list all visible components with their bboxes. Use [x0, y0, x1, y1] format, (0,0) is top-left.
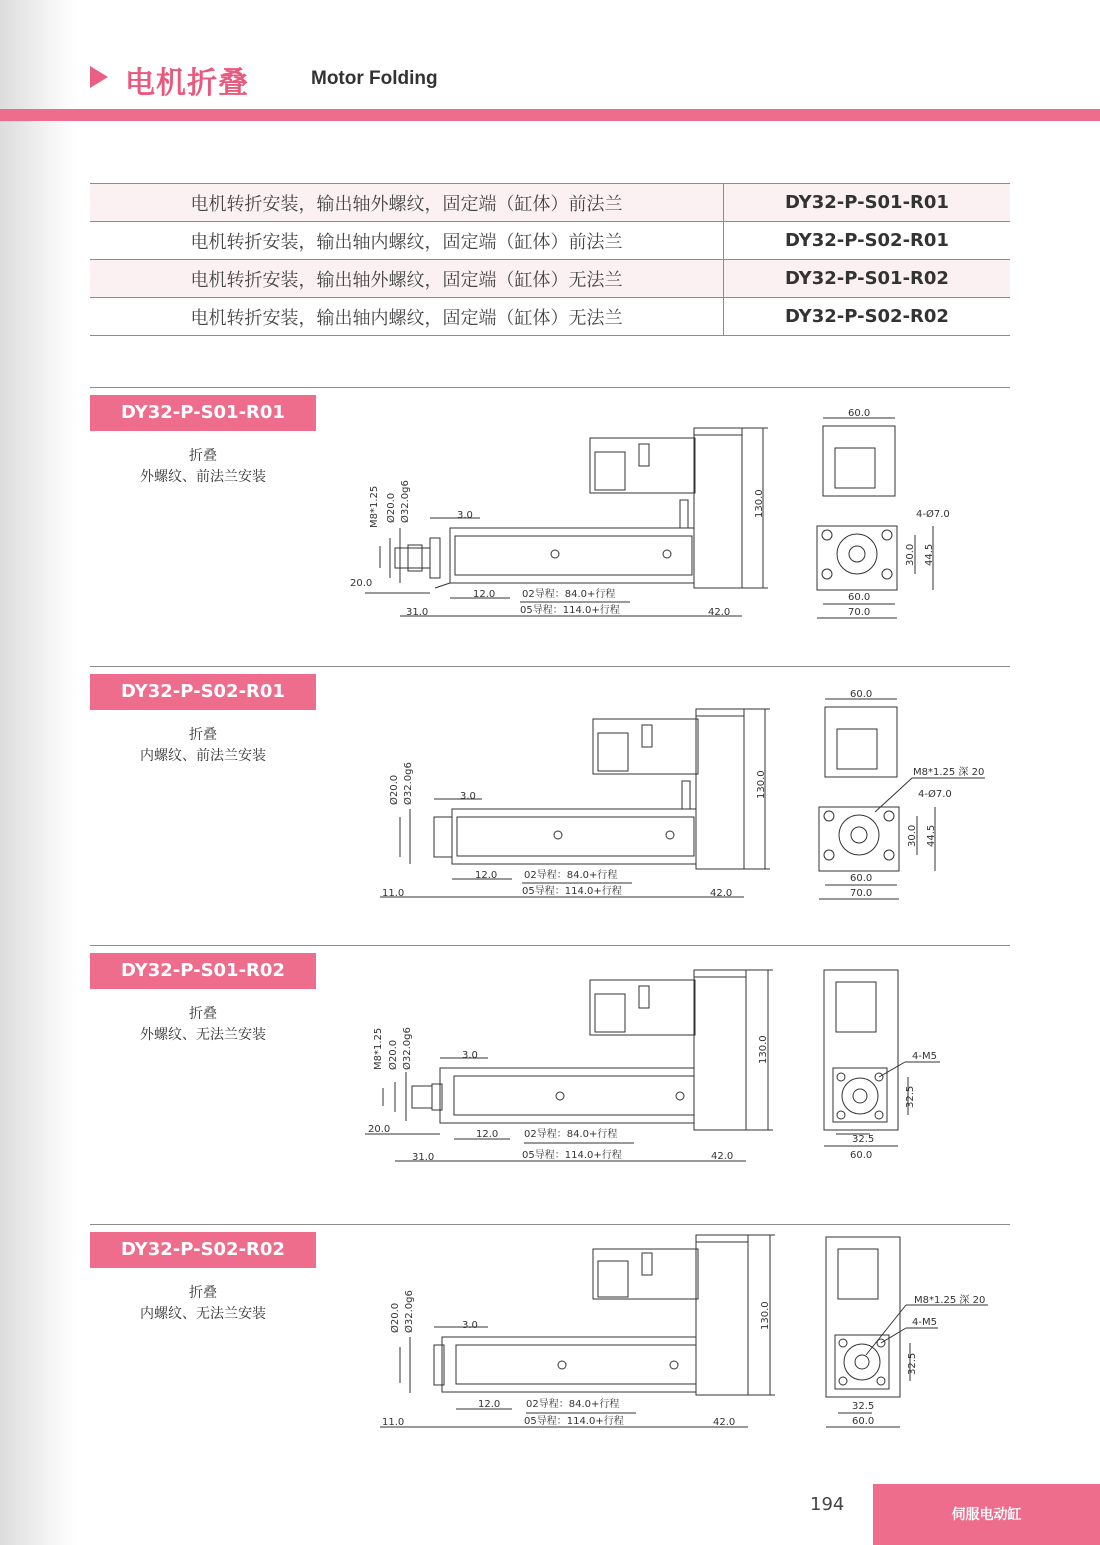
model-desc: 电机转折安装，输出轴外螺纹，固定端（缸体）无法兰 — [90, 260, 724, 298]
section-note: 折叠 — [189, 1285, 217, 1301]
dim-shaft: 31.0 — [406, 607, 429, 618]
dim-gap: 3.0 — [462, 1050, 478, 1061]
dim-height: 130.0 — [756, 770, 767, 799]
dim-thread-depth: M8*1.25 深 20 — [914, 1295, 986, 1306]
section-label: DY32-P-S02-R02 — [90, 1232, 316, 1268]
page-number: 194 — [810, 1494, 845, 1515]
dim-pitch32: 32.5 — [905, 1085, 916, 1108]
dim-stroke02: 02导程：84.0+行程 — [526, 1399, 620, 1410]
dim-base32: 32.5 — [852, 1134, 875, 1145]
drawing-section-s01-r01 — [90, 387, 1010, 648]
section-note: 内螺纹、无法兰安装 — [140, 1306, 266, 1322]
dim-d32: Ø32.0g6 — [400, 480, 411, 523]
model-code: DY32-P-S02-R01 — [724, 222, 1011, 260]
dim-stroke05: 05导程：114.0+行程 — [520, 605, 620, 616]
table-row — [90, 298, 1010, 336]
dim-d32: Ø32.0g6 — [402, 1027, 413, 1070]
section-label: DY32-P-S02-R01 — [90, 674, 316, 710]
dim-thread-depth: M8*1.25 深 20 — [913, 767, 985, 778]
technical-drawing — [90, 388, 1010, 648]
model-code: DY32-P-S01-R02 — [724, 260, 1011, 298]
model-code: DY32-P-S02-R02 — [724, 298, 1011, 336]
dim-thread: M8*1.25 — [373, 1027, 384, 1070]
dim-stroke05: 05导程：114.0+行程 — [522, 1150, 622, 1161]
section-note: 外螺纹、前法兰安装 — [140, 469, 266, 485]
dim-d20: Ø20.0 — [390, 1302, 401, 1333]
dim-stroke02: 02导程：84.0+行程 — [522, 589, 616, 600]
dim-offset: 12.0 — [473, 589, 496, 600]
section-note: 内螺纹、前法兰安装 — [140, 748, 266, 764]
technical-drawing — [90, 1225, 1010, 1485]
section-note: 外螺纹、无法兰安装 — [140, 1027, 266, 1043]
dim-stroke05: 05导程：114.0+行程 — [522, 886, 622, 897]
dim-holes: 4-M5 — [912, 1051, 937, 1062]
model-desc: 电机转折安装，输出轴内螺纹，固定端（缸体）无法兰 — [90, 298, 724, 336]
dim-height: 130.0 — [760, 1301, 771, 1330]
dim-flange60: 60.0 — [850, 873, 873, 884]
dim-left-total: 20.0 — [368, 1124, 391, 1135]
side-shade — [0, 0, 80, 1545]
page-title: 电机折叠 — [125, 66, 249, 101]
technical-drawing — [90, 946, 1010, 1206]
dim-gap: 3.0 — [460, 791, 476, 802]
section-label: DY32-P-S01-R01 — [90, 395, 316, 431]
dim-end: 42.0 — [713, 1417, 736, 1428]
dim-shaft: 11.0 — [382, 1417, 405, 1428]
dim-pitch44: 44.5 — [924, 543, 935, 566]
table-row — [90, 222, 1010, 260]
table-row — [90, 260, 1010, 298]
dim-thread: M8*1.25 — [369, 485, 380, 528]
model-desc: 电机转折安装，输出轴外螺纹，固定端（缸体）前法兰 — [90, 184, 724, 222]
dim-holes: 4-M5 — [912, 1317, 937, 1328]
dim-left-total: 20.0 — [350, 578, 373, 589]
dim-base32: 32.5 — [852, 1401, 875, 1412]
dim-flange70: 70.0 — [850, 888, 873, 899]
dim-flange70: 70.0 — [848, 607, 871, 618]
page-subtitle: Motor Folding — [311, 68, 438, 89]
dim-pitch30: 30.0 — [907, 824, 918, 847]
dim-offset: 12.0 — [478, 1399, 501, 1410]
dim-stroke05: 05导程：114.0+行程 — [524, 1416, 624, 1427]
dim-gap: 3.0 — [457, 510, 473, 521]
dim-top-width: 60.0 — [850, 689, 873, 700]
dim-flange60: 60.0 — [848, 592, 871, 603]
dim-end: 42.0 — [711, 1151, 734, 1162]
dim-end: 42.0 — [708, 607, 731, 618]
technical-drawing — [90, 667, 1010, 927]
model-table — [90, 183, 1010, 336]
drawing-section-s02-r02 — [90, 1224, 1010, 1485]
play-arrow-icon — [90, 66, 108, 88]
section-note: 折叠 — [189, 727, 217, 743]
dim-shaft: 11.0 — [382, 888, 405, 899]
dim-d32: Ø32.0g6 — [404, 1290, 415, 1333]
footer-tab — [873, 1484, 1100, 1545]
model-desc: 电机转折安装，输出轴内螺纹，固定端（缸体）前法兰 — [90, 222, 724, 260]
dim-stroke02: 02导程：84.0+行程 — [524, 1129, 618, 1140]
dim-height: 130.0 — [754, 489, 765, 518]
drawing-section-s02-r01 — [90, 666, 1010, 927]
table-row — [90, 184, 1010, 222]
dim-d20: Ø20.0 — [386, 492, 397, 523]
section-label: DY32-P-S01-R02 — [90, 953, 316, 989]
dim-gap: 3.0 — [462, 1320, 478, 1331]
dim-height: 130.0 — [758, 1035, 769, 1064]
section-note: 折叠 — [189, 1006, 217, 1022]
dim-base60: 60.0 — [850, 1150, 873, 1161]
dim-pitch30: 30.0 — [905, 543, 916, 566]
dim-holes: 4-Ø7.0 — [918, 789, 952, 800]
model-code: DY32-P-S01-R01 — [724, 184, 1011, 222]
dim-d20: Ø20.0 — [388, 1039, 399, 1070]
dim-base60: 60.0 — [852, 1416, 875, 1427]
dim-pitch44: 44.5 — [926, 824, 937, 847]
dim-pitch32: 32.5 — [907, 1352, 918, 1375]
dim-holes: 4-Ø7.0 — [916, 509, 950, 520]
dim-shaft: 31.0 — [412, 1152, 435, 1163]
footer-label: 伺服电动缸 — [951, 1507, 1022, 1523]
dim-d32: Ø32.0g6 — [403, 762, 414, 805]
dim-top-width: 60.0 — [848, 408, 871, 419]
header-bar — [0, 109, 1100, 121]
dim-stroke02: 02导程：84.0+行程 — [524, 870, 618, 881]
dim-end: 42.0 — [710, 888, 733, 899]
dim-offset: 12.0 — [476, 1129, 499, 1140]
section-note: 折叠 — [189, 448, 217, 464]
dim-offset: 12.0 — [475, 870, 498, 881]
dim-d20: Ø20.0 — [389, 774, 400, 805]
drawing-section-s01-r02 — [90, 945, 1010, 1206]
